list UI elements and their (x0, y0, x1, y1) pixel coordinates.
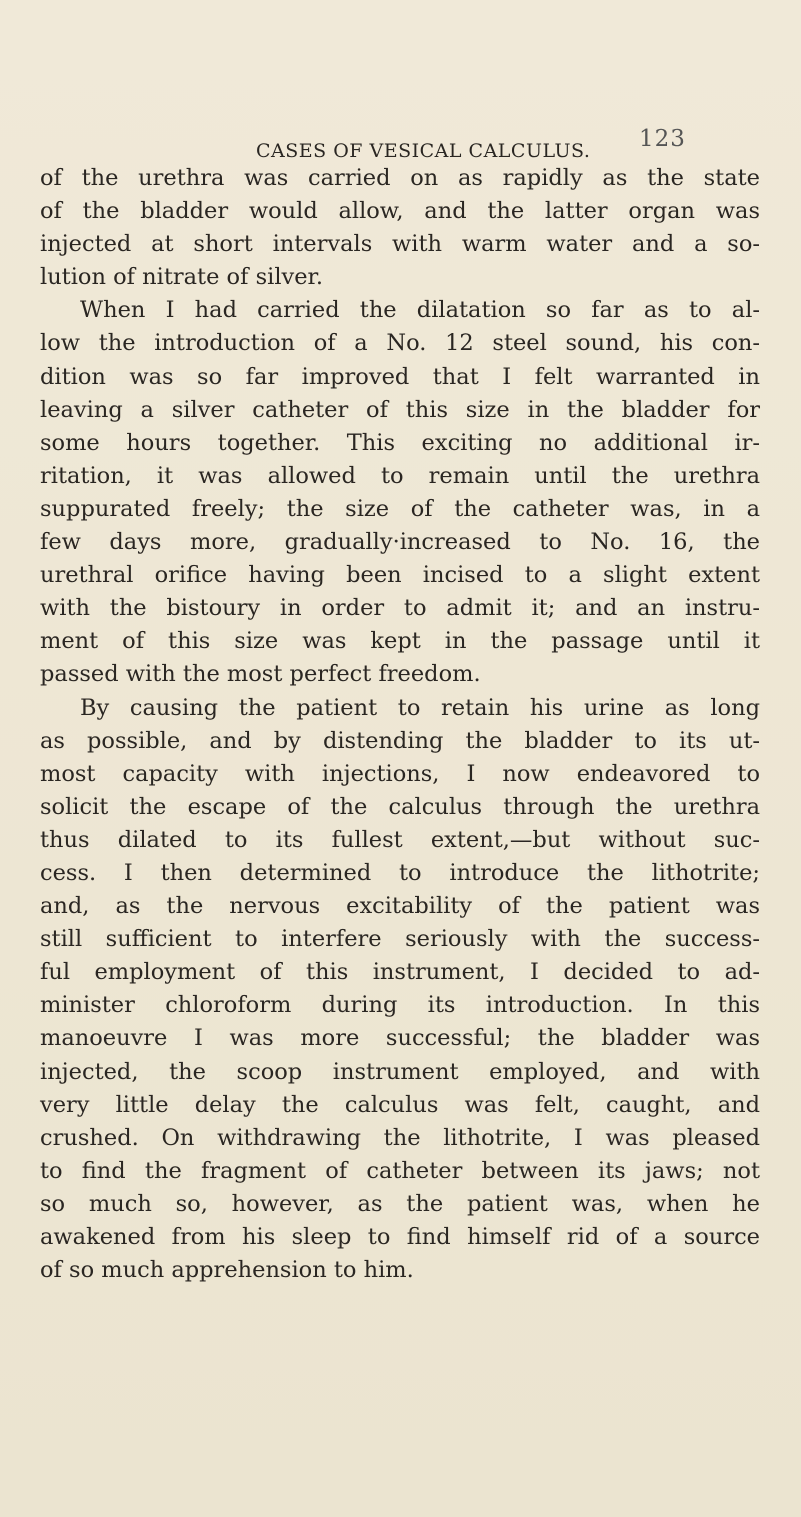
text-line: as possible, and by distending the bladder to its ut- (40, 727, 760, 754)
text-line: ful employment of this instrument, I decided to ad- (40, 959, 760, 986)
text-line: with the bistoury in order to admit it; and an instru- (40, 595, 760, 622)
text-line: of the urethra was carried on as rapidly as the state (40, 165, 760, 191)
text-line: to find the fragment of catheter between its jaws; not (40, 1157, 760, 1184)
text-line: minister chloroform during its introduction. In this (40, 992, 760, 1019)
text-line: and, as the nervous excitability of the patient was (40, 893, 760, 920)
text-line: most capacity with injections, I now endeavored to (40, 760, 760, 787)
text-line: injected, the scoop instrument employed, and with (40, 1058, 760, 1085)
text-line: lution of nitrate of silver. (40, 264, 323, 291)
paragraph-start-line: By causing the patient to retain his urine as long (80, 694, 760, 721)
text-line: some hours together. This exciting no additional ir- (40, 429, 760, 456)
text-line: of the bladder would allow, and the latter organ was (40, 198, 760, 225)
text-line: suppurated freely; the size of the catheter was, in a (40, 495, 760, 522)
text-line: urethral orifice having been incised to a slight extent (40, 562, 760, 589)
text-line: few days more, gradually·increased to No. 16, the (40, 529, 760, 556)
text-line: cess. I then determined to introduce the lithotrite; (40, 859, 760, 886)
paragraph-start-line: When I had carried the dilatation so far as to al- (80, 297, 760, 324)
text-line: dition was so far improved that I felt warranted in (40, 363, 760, 390)
text-line: injected at short intervals with warm water and a so- (40, 231, 760, 258)
page-number: 123 (639, 126, 686, 152)
text-line: low the introduction of a No. 12 steel sound, his con- (40, 330, 760, 357)
text-line: manoeuvre I was more successful; the bladder was (40, 1025, 760, 1052)
text-line: so much so, however, as the patient was, when he (40, 1190, 760, 1217)
text-line: ment of this size was kept in the passage until it (40, 628, 760, 655)
text-line: solicit the escape of the calculus through the urethra (40, 793, 760, 820)
text-line: passed with the most perfect freedom. (40, 661, 481, 688)
text-line: still sufficient to interfere seriously with the success- (40, 926, 760, 953)
text-line: ritation, it was allowed to remain until the urethra (40, 462, 760, 489)
text-line: thus dilated to its fullest extent,—but without suc- (40, 826, 760, 853)
text-line: awakened from his sleep to find himself rid of a source (40, 1224, 760, 1250)
text-line: of so much apprehension to him. (40, 1257, 414, 1284)
body-text (40, 162, 760, 1287)
running-head: CASES OF VESICAL CALCULUS. (256, 140, 591, 162)
text-line: crushed. On withdrawing the lithotrite, I was pleased (40, 1124, 760, 1151)
text-line: very little delay the calculus was felt, caught, and (40, 1091, 760, 1118)
text-line: leaving a silver catheter of this size in the bladder for (40, 396, 760, 423)
